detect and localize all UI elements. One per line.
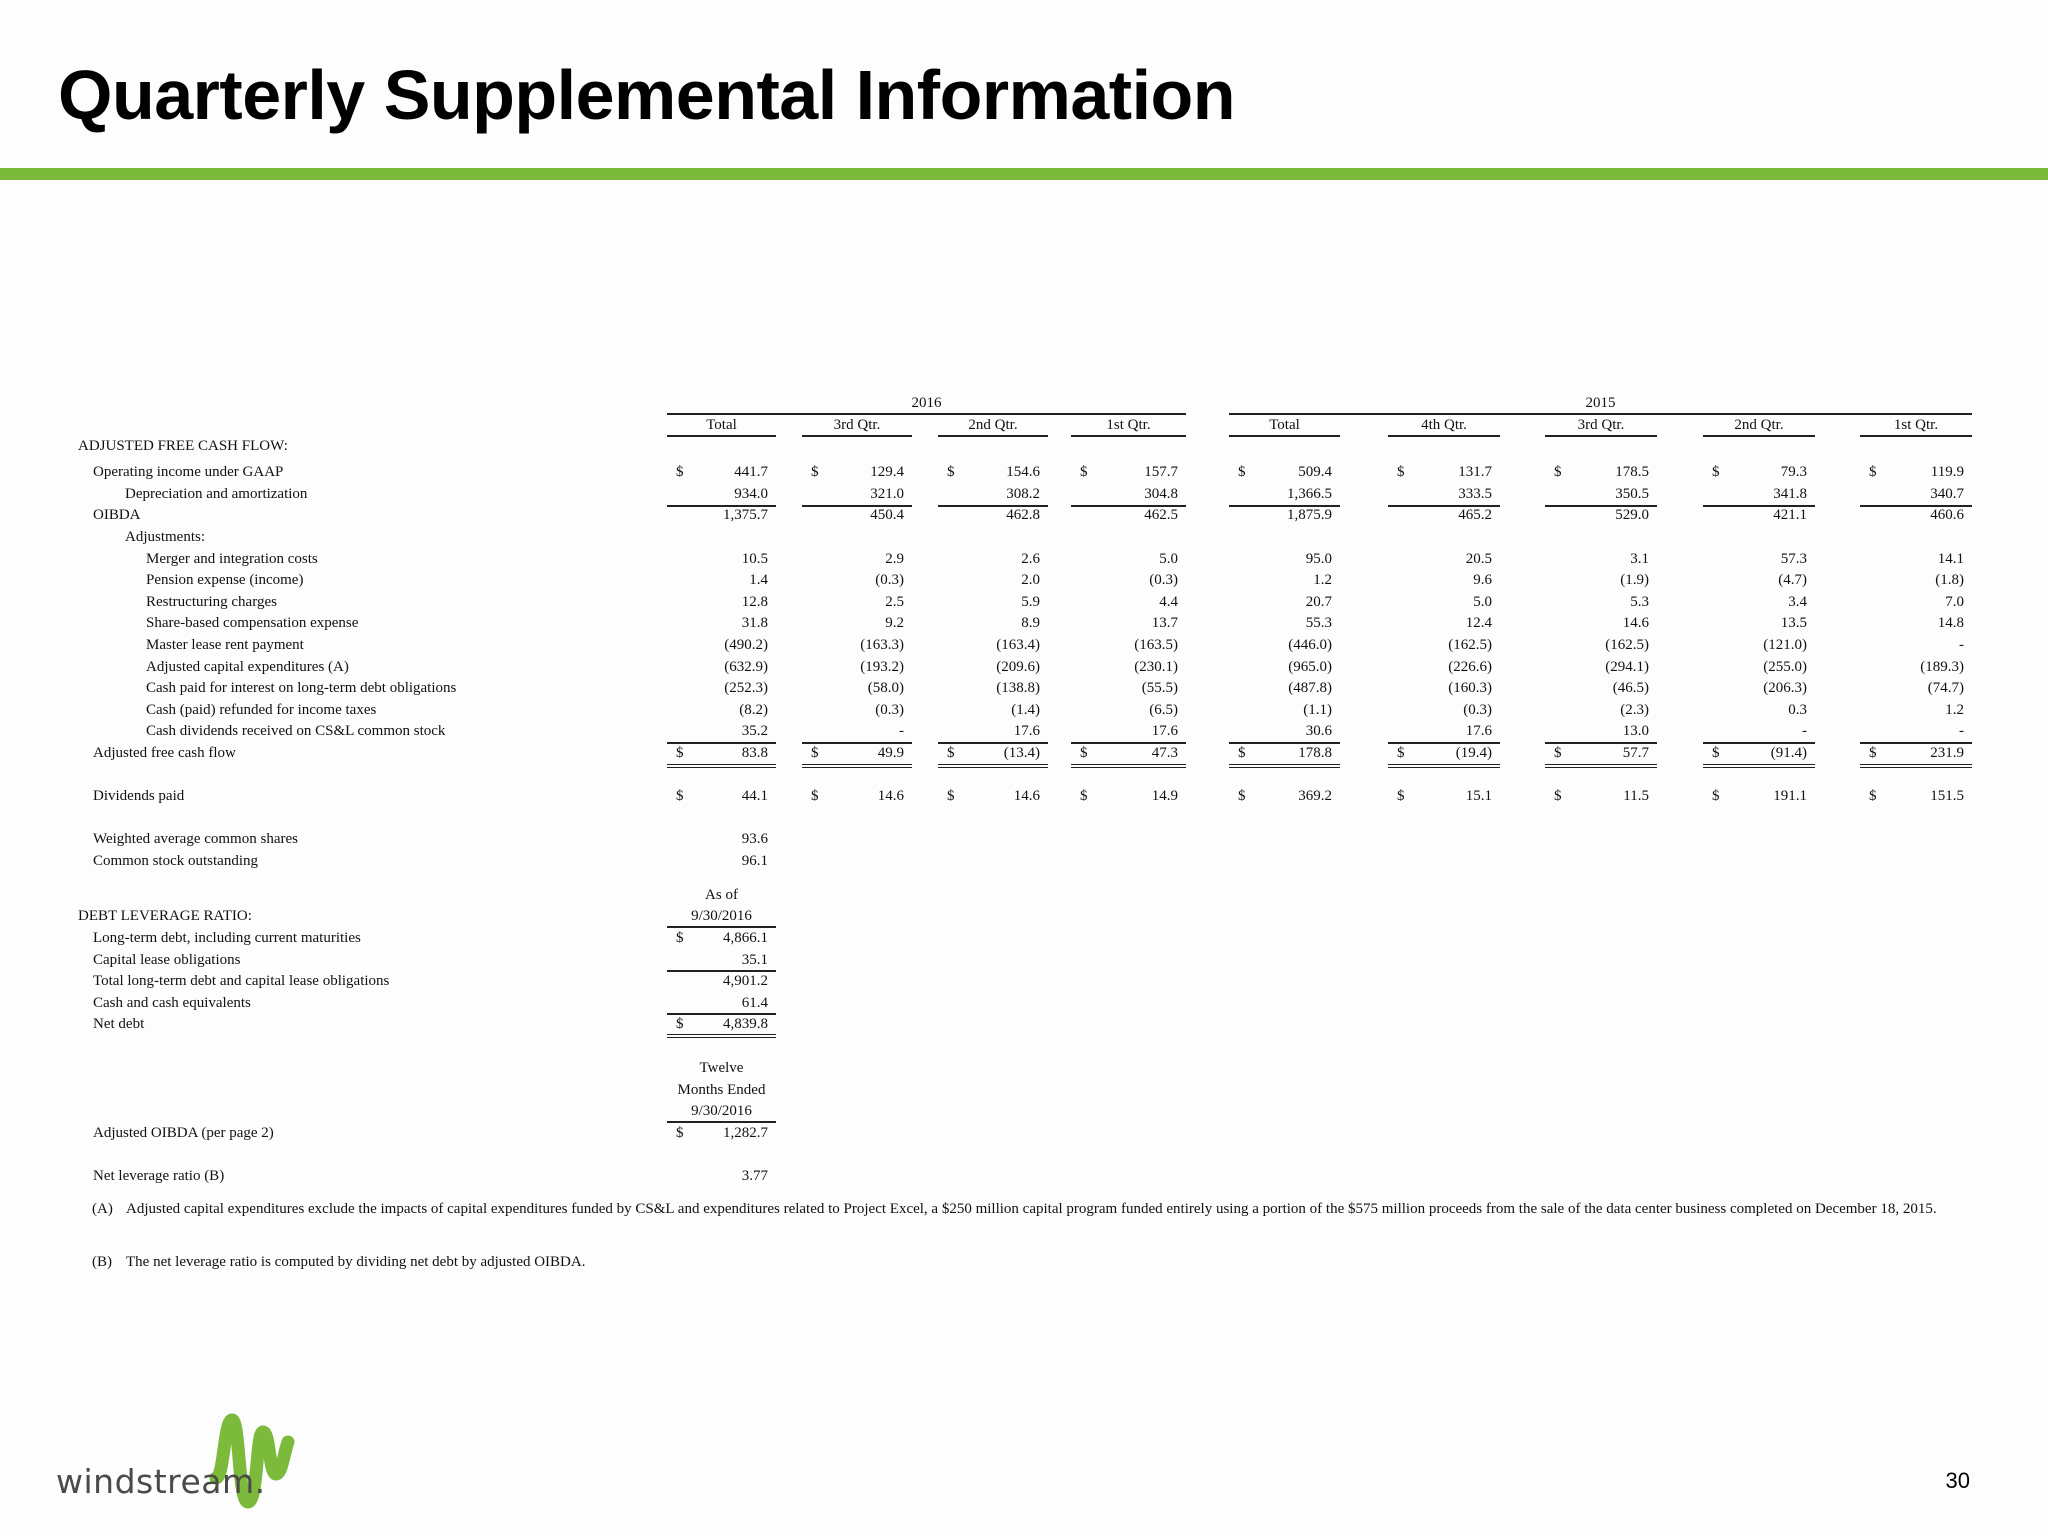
fcf-value: 95.0 — [1305, 551, 1332, 567]
dividends-value: 151.5 — [1930, 788, 1964, 804]
fcf-row-label: Operating income under GAAP — [93, 464, 284, 480]
currency-symbol: $ — [676, 1016, 684, 1032]
debt-row-value: 35.1 — [741, 952, 768, 968]
total-rule — [667, 764, 776, 765]
fcf-value: 421.1 — [1773, 507, 1807, 523]
fcf-value: (4.7) — [1778, 572, 1807, 588]
fcf-value: 2.0 — [1021, 572, 1040, 588]
fcf-value: 465.2 — [1458, 507, 1492, 523]
currency-symbol: $ — [1869, 464, 1877, 480]
fcf-value: 5.3 — [1630, 594, 1649, 610]
debt-total-rule — [667, 1037, 776, 1038]
page-number: 30 — [1945, 1468, 1970, 1493]
column-header: 3rd Qtr. — [833, 417, 881, 433]
fcf-value: 934.0 — [734, 486, 768, 502]
fcf-value: (163.4) — [996, 637, 1040, 653]
currency-symbol: $ — [1238, 464, 1246, 480]
debt-row-value: 61.4 — [741, 995, 768, 1011]
fcf-value: 17.6 — [1465, 723, 1492, 739]
total-rule — [1388, 764, 1500, 765]
total-rule — [802, 767, 912, 768]
dividends-value: 11.5 — [1623, 788, 1649, 804]
fcf-value: 0.3 — [1788, 702, 1807, 718]
fcf-value: 1.4 — [749, 572, 768, 588]
fcf-value: 14.8 — [1937, 615, 1964, 631]
section-heading-fcf: ADJUSTED FREE CASH FLOW: — [78, 438, 288, 454]
debt-total-rule — [667, 1034, 776, 1035]
fcf-row-label: Share-based compensation expense — [146, 615, 359, 631]
footnote-text: The net leverage ratio is computed by dividing net debt by adjusted OIBDA. — [126, 1254, 586, 1270]
fcf-value: 350.5 — [1615, 486, 1649, 502]
column-header: 1st Qtr. — [1893, 417, 1939, 433]
fcf-value: (0.3) — [1463, 702, 1492, 718]
currency-symbol: $ — [1712, 745, 1720, 761]
currency-symbol: $ — [947, 788, 955, 804]
column-header-rule — [938, 435, 1048, 437]
fcf-value: 3.1 — [1630, 551, 1649, 567]
fcf-value: 462.8 — [1006, 507, 1040, 523]
currency-symbol: $ — [1080, 464, 1088, 480]
fcf-value: (209.6) — [996, 659, 1040, 675]
column-header-rule — [1071, 435, 1186, 437]
fcf-value: 12.4 — [1465, 615, 1492, 631]
fcf-value: 9.6 — [1473, 572, 1492, 588]
fcf-row-label: Cash dividends received on CS&L common stock — [146, 723, 446, 739]
currency-symbol: $ — [676, 930, 684, 946]
debt-row-value: 4,866.1 — [723, 930, 768, 946]
currency-symbol: $ — [1397, 745, 1405, 761]
fcf-value: 509.4 — [1298, 464, 1332, 480]
fcf-value: 79.3 — [1780, 464, 1807, 480]
oibda-col-header: 9/30/2016 — [691, 1103, 752, 1119]
fcf-value: (487.8) — [1288, 680, 1332, 696]
fcf-row-label: Cash (paid) refunded for income taxes — [146, 702, 377, 718]
dividends-value: 44.1 — [741, 788, 768, 804]
currency-symbol: $ — [1554, 745, 1562, 761]
footnote-text: Adjusted capital expenditures exclude the impacts of capital expenditures funded by CS&L and expenditures related to Project Excel, a $250 million capital program funded entirely using a portion of the $575 million proceeds from the sale of the data center business completed on December 18, 2015. — [126, 1201, 1937, 1217]
fcf-value: 31.8 — [741, 615, 768, 631]
fcf-value: 1,366.5 — [1287, 486, 1332, 502]
fcf-value: (1.8) — [1935, 572, 1964, 588]
fcf-value: 119.9 — [1930, 464, 1964, 480]
fcf-value: (74.7) — [1927, 680, 1964, 696]
currency-symbol: $ — [1080, 788, 1088, 804]
shares-value: 93.6 — [741, 831, 768, 847]
total-rule — [1229, 764, 1340, 765]
total-rule — [802, 764, 912, 765]
oibda-col-header: Twelve — [699, 1060, 744, 1076]
fcf-value: 460.6 — [1930, 507, 1964, 523]
dividends-value: 14.6 — [1013, 788, 1040, 804]
fcf-value: (162.5) — [1448, 637, 1492, 653]
fcf-value: 529.0 — [1615, 507, 1649, 523]
column-header-rule — [1860, 435, 1972, 437]
total-rule — [1860, 767, 1972, 768]
fcf-value: (226.6) — [1448, 659, 1492, 675]
fcf-value: 20.7 — [1305, 594, 1332, 610]
fcf-value: (163.3) — [860, 637, 904, 653]
fcf-value: (1.1) — [1303, 702, 1332, 718]
column-header-rule — [667, 435, 776, 437]
column-header: 3rd Qtr. — [1577, 417, 1625, 433]
fcf-value: 340.7 — [1930, 486, 1964, 502]
footnote — [92, 1252, 1972, 1296]
fcf-value: 2.5 — [885, 594, 904, 610]
fcf-value: 5.0 — [1473, 594, 1492, 610]
leverage-value: 3.77 — [741, 1168, 768, 1184]
fcf-value: (252.3) — [724, 680, 768, 696]
fcf-value: (230.1) — [1134, 659, 1178, 675]
fcf-value: 30.6 — [1305, 723, 1332, 739]
total-rule — [1703, 767, 1815, 768]
fcf-value: 1.2 — [1313, 572, 1332, 588]
dividends-value: 14.9 — [1151, 788, 1178, 804]
fcf-value: (193.2) — [860, 659, 904, 675]
currency-symbol: $ — [811, 464, 819, 480]
column-header: 4th Qtr. — [1421, 417, 1467, 433]
fcf-value: (160.3) — [1448, 680, 1492, 696]
fcf-value: 341.8 — [1773, 486, 1807, 502]
fcf-value: (294.1) — [1605, 659, 1649, 675]
currency-symbol: $ — [1712, 464, 1720, 480]
fcf-value: 2.6 — [1021, 551, 1040, 567]
fcf-value: (490.2) — [724, 637, 768, 653]
shares-label: Common stock outstanding — [93, 853, 258, 869]
fcf-value: (6.5) — [1149, 702, 1178, 718]
fcf-value: 9.2 — [885, 615, 904, 631]
currency-symbol: $ — [947, 464, 955, 480]
fcf-value: 47.3 — [1151, 745, 1178, 761]
debt-row-value: 4,901.2 — [723, 973, 768, 989]
fcf-value: (206.3) — [1763, 680, 1807, 696]
currency-symbol: $ — [1238, 788, 1246, 804]
page-title: Quarterly Supplemental Information — [58, 56, 1236, 134]
oibda-label: Adjusted OIBDA (per page 2) — [93, 1125, 274, 1141]
fcf-value: 20.5 — [1465, 551, 1492, 567]
column-header-rule — [802, 435, 912, 437]
debt-row-label: Total long-term debt and capital lease obligations — [93, 973, 390, 989]
fcf-value: 333.5 — [1458, 486, 1492, 502]
column-header: Total — [706, 417, 737, 433]
fcf-value: 7.0 — [1945, 594, 1964, 610]
currency-symbol: $ — [1554, 464, 1562, 480]
fcf-value: (0.3) — [1149, 572, 1178, 588]
footnote-tag: (B) — [92, 1254, 112, 1270]
fcf-value: (138.8) — [996, 680, 1040, 696]
fcf-value: (1.4) — [1011, 702, 1040, 718]
fcf-value: 3.4 — [1788, 594, 1807, 610]
fcf-value: 441.7 — [734, 464, 768, 480]
total-rule — [938, 764, 1048, 765]
fcf-row-label: Adjustments: — [125, 529, 206, 545]
fcf-value: 157.7 — [1144, 464, 1178, 480]
total-rule — [938, 767, 1048, 768]
dividends-value: 15.1 — [1465, 788, 1492, 804]
fcf-value: - — [1959, 637, 1964, 653]
fcf-value: 450.4 — [870, 507, 904, 523]
fcf-row-label: OIBDA — [93, 507, 141, 523]
fcf-value: (13.4) — [1003, 745, 1040, 761]
leverage-label: Net leverage ratio (B) — [93, 1168, 225, 1184]
fcf-value: - — [1959, 723, 1964, 739]
currency-symbol: $ — [811, 788, 819, 804]
total-rule — [1545, 767, 1657, 768]
currency-symbol: $ — [1080, 745, 1088, 761]
fcf-value: (162.5) — [1605, 637, 1649, 653]
debt-col-header: As of — [705, 887, 738, 903]
total-rule — [1071, 767, 1186, 768]
fcf-value: 5.0 — [1159, 551, 1178, 567]
year-header-2015: 2015 — [1585, 395, 1616, 411]
fcf-row-label: Adjusted capital expenditures (A) — [146, 659, 349, 675]
fcf-value: 10.5 — [741, 551, 768, 567]
column-header: Total — [1269, 417, 1300, 433]
currency-symbol: $ — [811, 745, 819, 761]
fcf-value: 1,875.9 — [1287, 507, 1332, 523]
fcf-row-label: Pension expense (income) — [146, 572, 304, 588]
column-header-rule — [1545, 435, 1657, 437]
fcf-value: 35.2 — [741, 723, 768, 739]
year-header-2016: 2016 — [911, 395, 942, 411]
total-rule — [667, 767, 776, 768]
section-heading-debt: DEBT LEVERAGE RATIO: — [78, 908, 252, 924]
dividends-value: 14.6 — [877, 788, 904, 804]
currency-symbol: $ — [676, 1125, 684, 1141]
dividends-value: 191.1 — [1773, 788, 1807, 804]
logo-wordmark: windstream. — [56, 1462, 266, 1501]
fcf-value: 13.5 — [1780, 615, 1807, 631]
fcf-value: 17.6 — [1151, 723, 1178, 739]
debt-subtotal-rule — [667, 970, 776, 972]
shares-value: 96.1 — [741, 853, 768, 869]
fcf-value: (0.3) — [875, 572, 904, 588]
total-rule — [1860, 764, 1972, 765]
column-header: 2nd Qtr. — [968, 417, 1018, 433]
column-header-rule — [1388, 435, 1500, 437]
total-rule — [1545, 764, 1657, 765]
fcf-value: 154.6 — [1006, 464, 1040, 480]
total-rule — [1071, 764, 1186, 765]
currency-symbol: $ — [676, 464, 684, 480]
fcf-value: 14.1 — [1937, 551, 1964, 567]
fcf-value: 13.7 — [1151, 615, 1178, 631]
debt-row-label: Net debt — [93, 1016, 145, 1032]
currency-symbol: $ — [1238, 745, 1246, 761]
currency-symbol: $ — [1869, 745, 1877, 761]
fcf-value: 178.5 — [1615, 464, 1649, 480]
fcf-value: (446.0) — [1288, 637, 1332, 653]
fcf-value: (121.0) — [1763, 637, 1807, 653]
fcf-value: 4.4 — [1159, 594, 1178, 610]
total-rule — [1388, 767, 1500, 768]
fcf-value: 49.9 — [877, 745, 904, 761]
fcf-value: 5.9 — [1021, 594, 1040, 610]
dividends-label: Dividends paid — [93, 788, 185, 804]
debt-row-label: Long-term debt, including current maturities — [93, 930, 361, 946]
debt-row-label: Cash and cash equivalents — [93, 995, 251, 1011]
debt-row-label: Capital lease obligations — [93, 952, 241, 968]
debt-col-header: 9/30/2016 — [691, 908, 752, 924]
fcf-value: (163.5) — [1134, 637, 1178, 653]
column-header: 2nd Qtr. — [1734, 417, 1784, 433]
footnote — [92, 1199, 1972, 1243]
fcf-value: - — [899, 723, 904, 739]
currency-symbol: $ — [1397, 464, 1405, 480]
fcf-value: (55.5) — [1141, 680, 1178, 696]
fcf-row-label: Merger and integration costs — [146, 551, 318, 567]
oibda-value: 1,282.7 — [723, 1125, 768, 1141]
column-header: 1st Qtr. — [1106, 417, 1151, 433]
fcf-value: (58.0) — [867, 680, 904, 696]
fcf-value: 321.0 — [870, 486, 904, 502]
fcf-value: 8.9 — [1021, 615, 1040, 631]
fcf-value: 57.7 — [1622, 745, 1649, 761]
fcf-value: 83.8 — [741, 745, 768, 761]
fcf-value: - — [1802, 723, 1807, 739]
fcf-row-label: Master lease rent payment — [146, 637, 304, 653]
currency-symbol: $ — [1397, 788, 1405, 804]
total-rule — [1229, 767, 1340, 768]
footnote-tag: (A) — [92, 1201, 113, 1217]
fcf-value: (46.5) — [1612, 680, 1649, 696]
column-header-rule — [1229, 435, 1340, 437]
fcf-value: (19.4) — [1455, 745, 1492, 761]
fcf-value: (0.3) — [875, 702, 904, 718]
fcf-value: 178.8 — [1298, 745, 1332, 761]
fcf-value: (2.3) — [1620, 702, 1649, 718]
dividends-value: 369.2 — [1298, 788, 1332, 804]
fcf-value: 12.8 — [741, 594, 768, 610]
fcf-row-label: Depreciation and amortization — [125, 486, 308, 502]
fcf-value: 231.9 — [1930, 745, 1964, 761]
currency-symbol: $ — [676, 788, 684, 804]
currency-symbol: $ — [947, 745, 955, 761]
shares-label: Weighted average common shares — [93, 831, 298, 847]
fcf-value: 13.0 — [1622, 723, 1649, 739]
fcf-value: 1.2 — [1945, 702, 1964, 718]
fcf-value: (1.9) — [1620, 572, 1649, 588]
debt-subtotal-rule — [667, 1013, 776, 1015]
fcf-value: 17.6 — [1013, 723, 1040, 739]
total-rule — [1703, 764, 1815, 765]
currency-symbol: $ — [1712, 788, 1720, 804]
fcf-value: (255.0) — [1763, 659, 1807, 675]
fcf-value: 308.2 — [1006, 486, 1040, 502]
fcf-value: (965.0) — [1288, 659, 1332, 675]
fcf-row-label: Cash paid for interest on long-term debt obligations — [146, 680, 457, 696]
fcf-value: 304.8 — [1144, 486, 1178, 502]
fcf-value: 462.5 — [1144, 507, 1178, 523]
fcf-value: 2.9 — [885, 551, 904, 567]
fcf-value: 131.7 — [1458, 464, 1492, 480]
currency-symbol: $ — [1869, 788, 1877, 804]
fcf-value: (91.4) — [1770, 745, 1807, 761]
fcf-value: 1,375.7 — [723, 507, 768, 523]
currency-symbol: $ — [676, 745, 684, 761]
fcf-row-label: Restructuring charges — [146, 594, 277, 610]
fcf-value: 55.3 — [1305, 615, 1332, 631]
fcf-value: 14.6 — [1622, 615, 1649, 631]
fcf-value: 57.3 — [1780, 551, 1807, 567]
fcf-row-label: Adjusted free cash flow — [93, 745, 236, 761]
oibda-col-header: Months Ended — [677, 1082, 766, 1098]
fcf-value: (189.3) — [1920, 659, 1964, 675]
fcf-value: 129.4 — [870, 464, 904, 480]
debt-row-value: 4,839.8 — [723, 1016, 768, 1032]
column-header-rule — [1703, 435, 1815, 437]
fcf-value: (632.9) — [724, 659, 768, 675]
currency-symbol: $ — [1554, 788, 1562, 804]
fcf-value: (8.2) — [739, 702, 768, 718]
